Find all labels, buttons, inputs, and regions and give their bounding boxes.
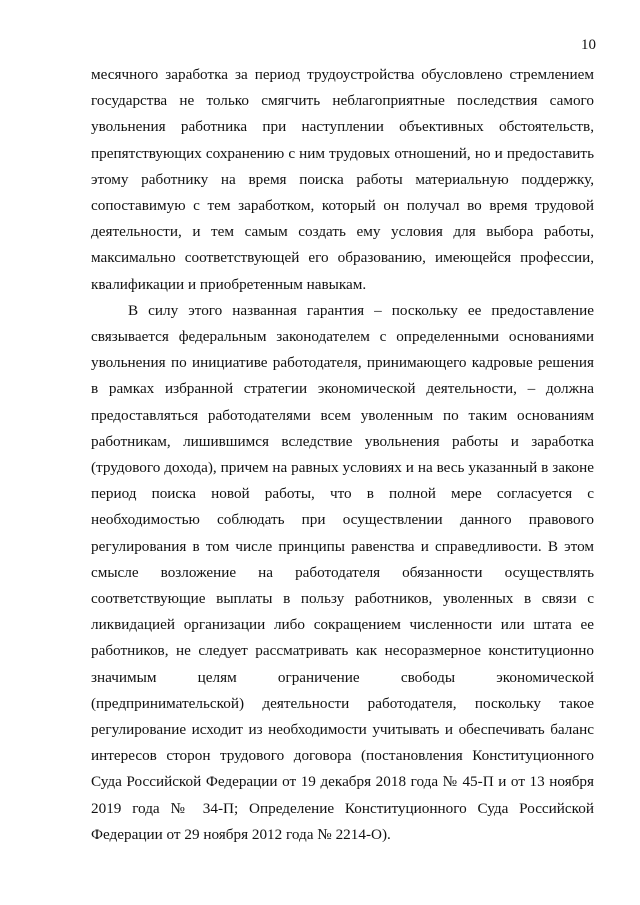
page-number: 10: [581, 37, 596, 53]
paragraph-continuation: месячного заработка за период трудоустройства обусловлено стремлением государства не только смягчить неблагоприятные последствия самого увольнения работника при наступлении объективных обстоятельств, препятствующих сохранению с ним трудовых отношений, но и предоставить этому работнику на время поиска работы материальную поддержку, сопоставимую с тем заработком, который он получал во время трудовой деятельности, и тем самым создать ему условия для выбора работы, максимально соответствующей его образованию, имеющейся профессии, квалификации и приобретенным навыкам.: [91, 66, 594, 293]
paragraph-guarantee: В силу этого названная гарантия – поскольку ее предоставление связывается федеральным законодателем с определенными основаниями увольнения по инициативе работодателя, принимающего кадровые решения в рамках избранной стратегии экономической деятельности, – должна предоставляться работодателями всем уволенным по таким основаниям работникам, лишившимся вследствие увольнения работы и заработка (трудового дохода), причем на равных условиях и на весь указанный в законе период поиска новой работы, что в полной мере согласуется с необходимостью соблюдать при осуществлении данного правового регулирования в том числе принципы равенства и справедливости. В этом смысле возложение на работодателя обязанности осуществлять соответствующие выплаты в пользу работников, уволенных в связи с ликвидацией организации либо сокращением численности или штата ее работников, не следует рассматривать как несоразмерное конституционно значимым целям ограничение свободы экономической (предпринимательской) деятельности работодателя, поскольку такое регулирование исходит из необходимости учитывать и обеспечивать баланс интересов сторон трудового договора (постановления Конституционного Суда Российской Федерации от 19 декабря 2018 года № 45-П и от 13 ноября 2019 года № 34-П; Определение Конституционного Суда Российской Федерации от 29 ноября 2012 года № 2214-О).: [91, 301, 594, 843]
document-body: [91, 62, 594, 848]
